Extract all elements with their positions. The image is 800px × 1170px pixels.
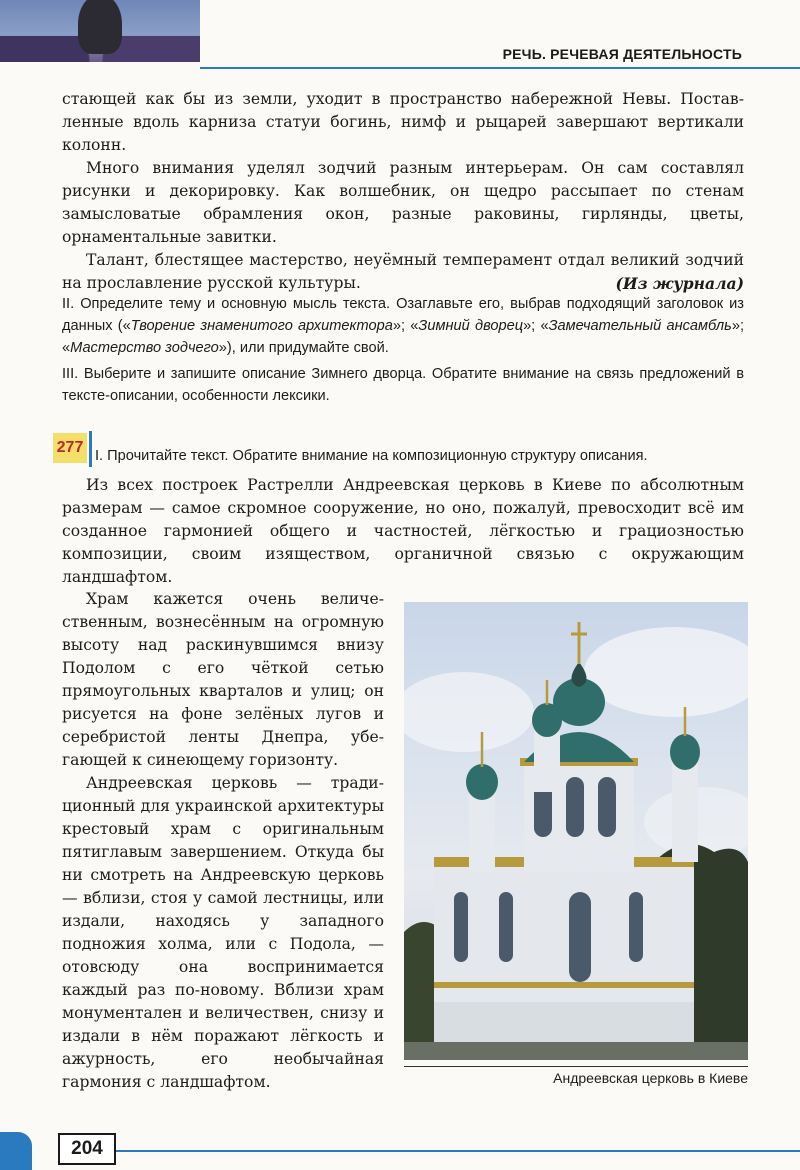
task-2: II. Определите тему и основную мысль текста. Озаглавьте его, выбрав подходящий заголовок из данных («Творение знаменитого архитектора»; «Зимний дворец»; «Замечательный ансамбль»; «Мастерство зодчего»), или придумайте свой. xyxy=(62,296,744,356)
tasks-block xyxy=(62,293,744,407)
top-text-block xyxy=(62,88,744,295)
exercise-paragraph-2: Храм кажется очень величественным, вознесённым на огромную высоту над раскинувшимся внизу Подолом с его чёткой сетью прямоугольных кварталов и улиц; он рисуется на фоне зелёных лугов и серебристой ленты Днепра, убегающей к синеющему горизонту. xyxy=(62,590,384,769)
header-rule xyxy=(200,67,800,69)
page-tab xyxy=(0,1132,32,1170)
exercise-number-badge: 277 xyxy=(53,433,87,463)
task-2-option-2: Зимний дворец xyxy=(418,318,524,334)
header-photo xyxy=(0,0,200,62)
text-source: (Из журнала) xyxy=(615,274,744,293)
task-2-option-4: Мастерство зодчего xyxy=(70,340,219,356)
exercise-text-top xyxy=(62,474,744,589)
task-2-option-3: Замечательный ансамбль xyxy=(548,318,732,334)
task-3: III. Выберите и запишите описание Зимнего дворца. Обратите внимание на связь предложений в тексте-описании, особенности лексики. xyxy=(62,366,744,404)
text-paragraph-3 xyxy=(62,249,744,295)
exercise-paragraph-3: Андреевская церковь — традиционный для украинской архитектуры крестовый храм с оригинальным пятиглавым завершением. Откуда бы ни смотреть на Андреевскую церковь — вблизи, стоя у самой лестницы, или издали, находясь у западного подножия холма, или с Подола, — отовсюду она воспринимается каждый раз по-новому. Вблизи храм монументален и величествен, снизу и издали в нём поражают лёгкость и ажурность, его необычайная гармония с ландшафтом. xyxy=(62,774,384,1091)
page-number: 204 xyxy=(58,1133,116,1165)
exercise-badge-bar xyxy=(89,431,92,467)
exercise-paragraph-1: Из всех построек Растрелли Андреевская церковь в Киеве по абсолютным размерам — самое скромное сооружение, но оно, пожалуй, превосходит всё им созданное гармонией общего и частностей, лёгкостью и грациозностью композиции, своим изяществом, органичной связью с окружающим ландшафтом. xyxy=(62,476,744,586)
header-photo-bust xyxy=(78,0,122,54)
text-paragraph-1: стающей как бы из земли, уходит в пространство набережной Невы. Поставленные вдоль карниза статуи богинь, нимф и рыцарей завершают вертикали колонн. xyxy=(62,90,744,154)
exercise-instruction: I. Прочитайте текст. Обратите внимание на композиционную структуру описания. xyxy=(95,448,648,464)
task-2-suffix: »), или придумайте свой. xyxy=(218,340,389,356)
running-head: РЕЧЬ. РЕЧЕВАЯ ДЕЯТЕЛЬНОСТЬ xyxy=(502,46,742,62)
church-illustration xyxy=(404,602,748,1060)
text-paragraph-3-body: Талант, блестящее мастерство, неуёмный темперамент отдал великий зодчий на прославление русской культуры. xyxy=(62,251,744,292)
photo-caption: Андреевская церковь в Киеве xyxy=(553,1070,748,1086)
caption-rule xyxy=(404,1066,748,1067)
church-photo xyxy=(404,602,748,1060)
task-2-option-1: Творение знаменитого архитектора xyxy=(130,318,393,334)
text-paragraph-2: Много внимания уделял зодчий разным интерьерам. Он сам составлял рисунки и декорировку. Как волшебник, он щедро рассыпает по стенам замысловатые обрамления окон, разные раковины, гирлянды, цветы, орнаментальные завитки. xyxy=(62,159,744,246)
page-rule xyxy=(116,1150,800,1152)
task-2-prefix: II. Определите тему и основную мысль текста. Озаглавьте его, выбрав подходящий заголовок из данных (« xyxy=(62,296,744,334)
exercise-text-left-column xyxy=(62,588,384,1094)
